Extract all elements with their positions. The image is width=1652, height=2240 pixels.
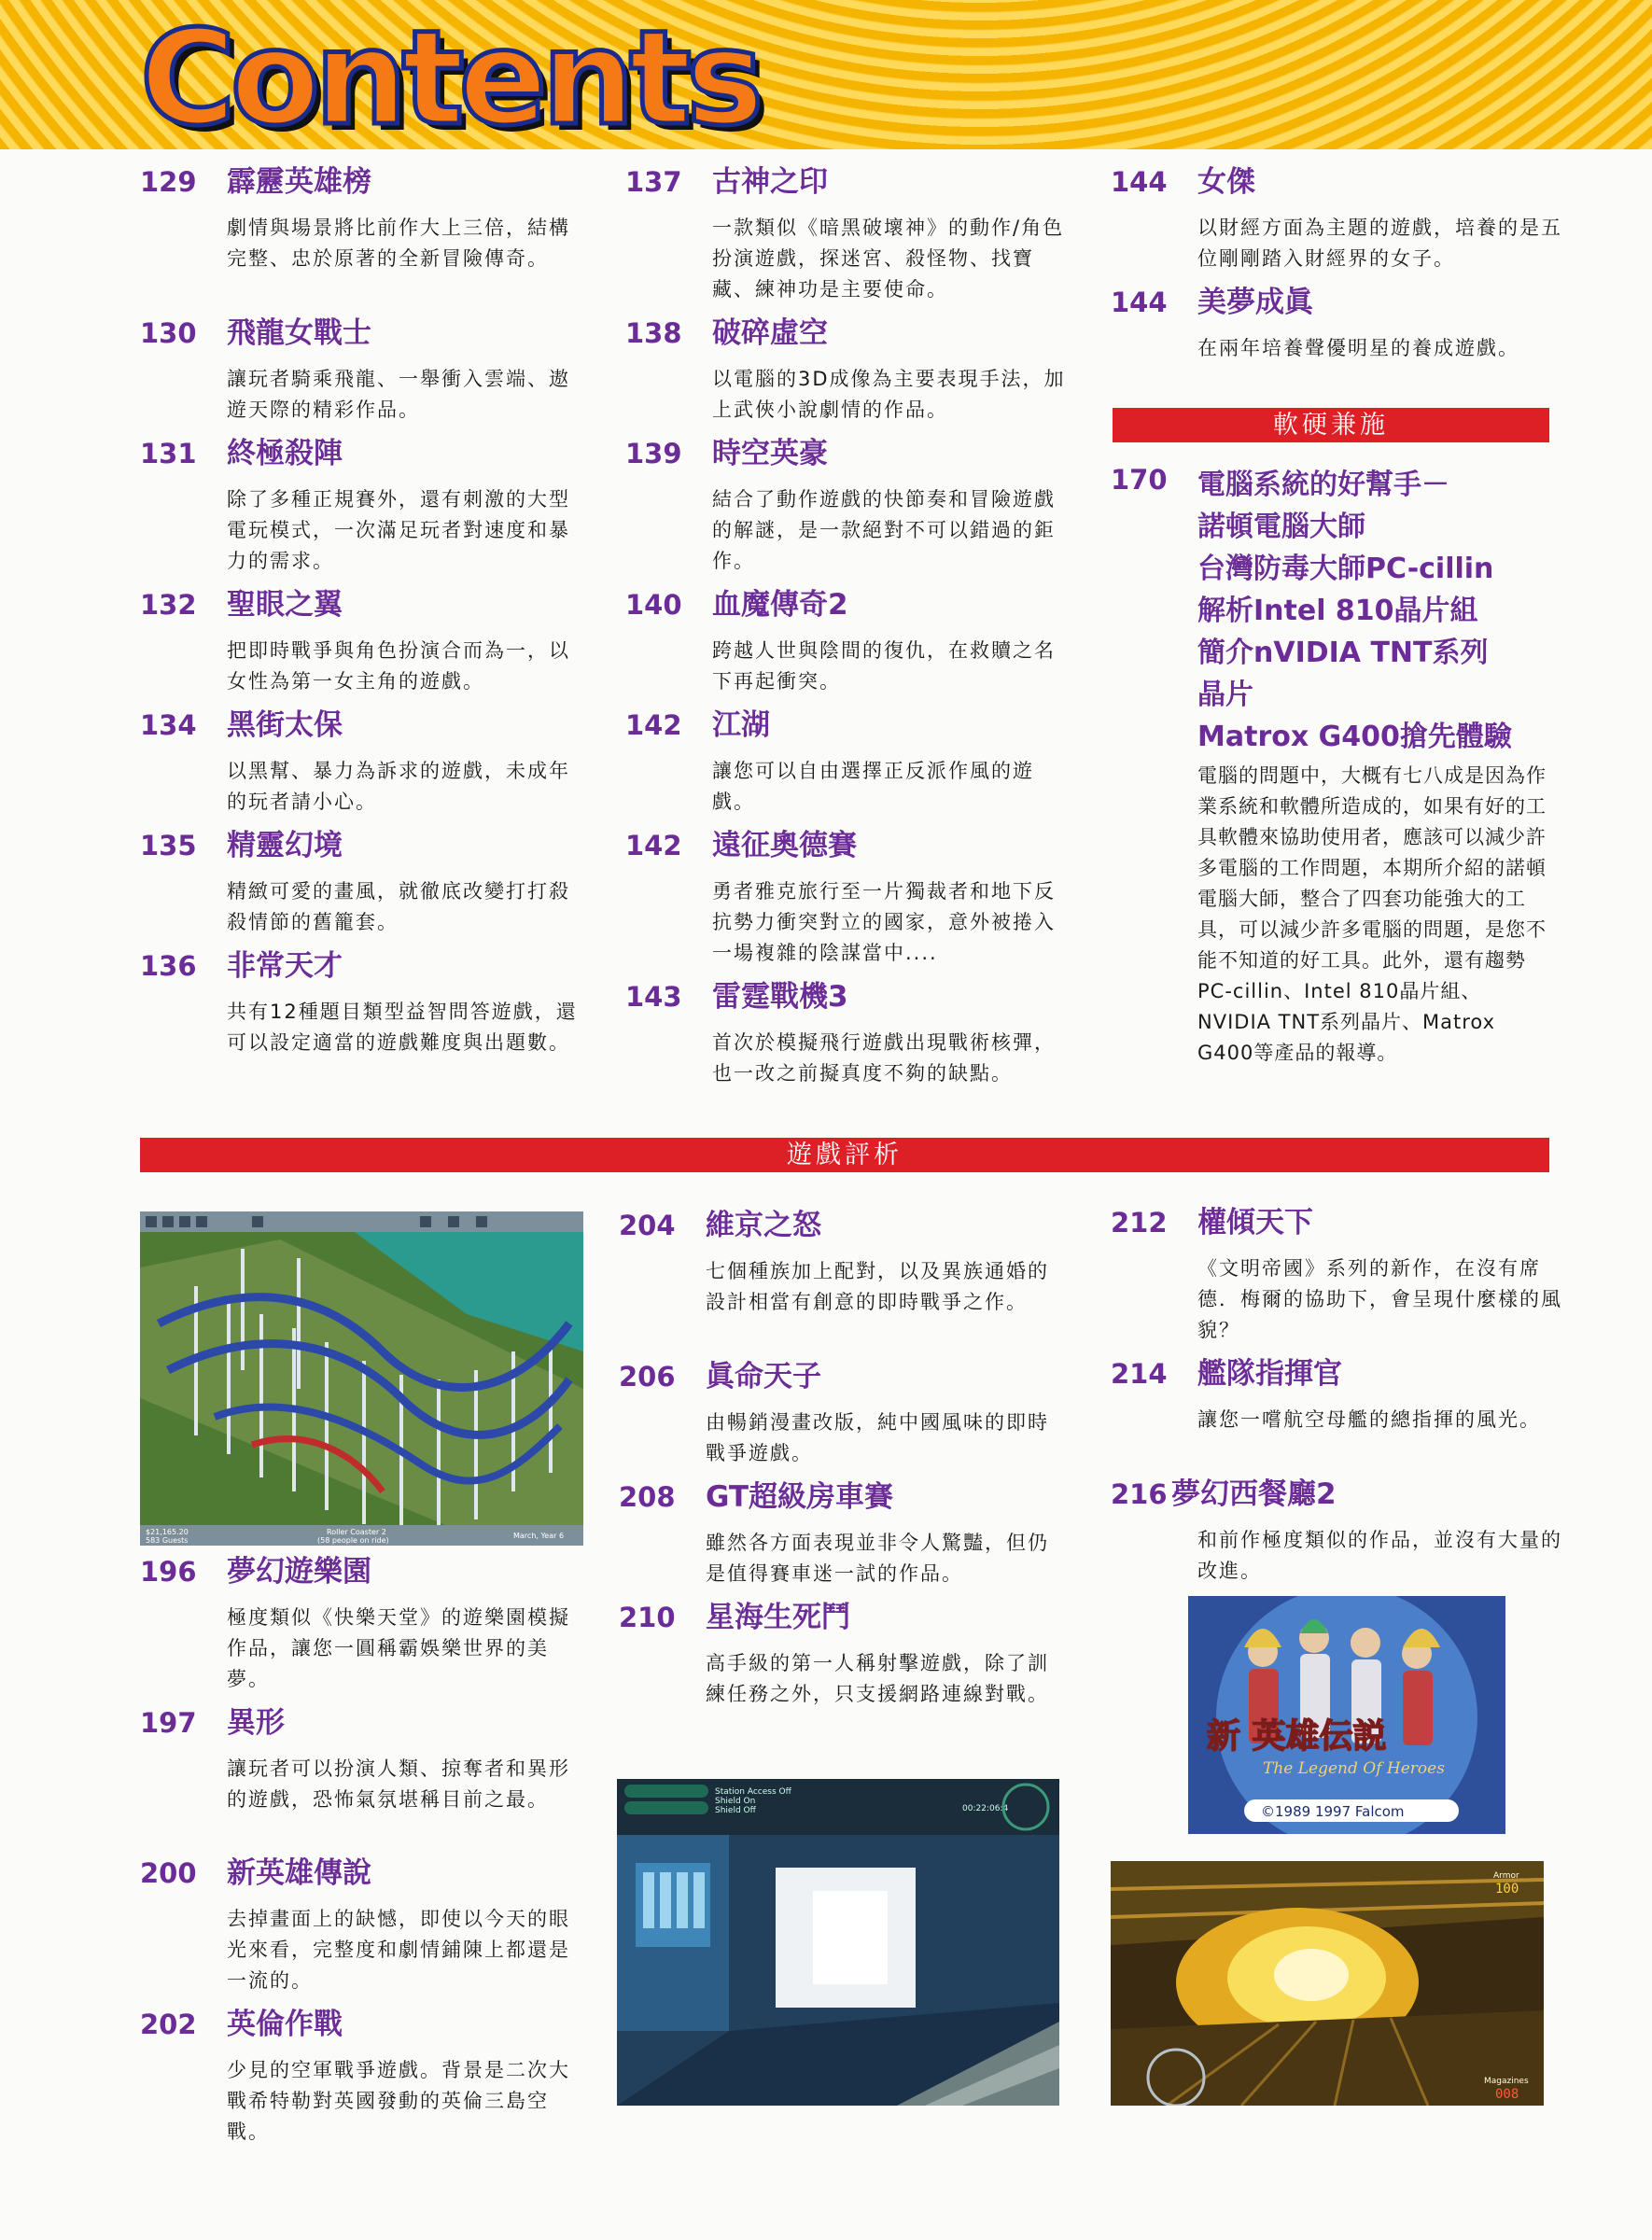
game-title: 聖眼之翼 xyxy=(227,588,343,622)
game-title: 雷霆戰機3 xyxy=(712,980,848,1014)
entry-description: 讓您可以自由選擇正反派作風的遊戲。 xyxy=(712,760,1034,813)
page-number: 135 xyxy=(140,830,197,861)
entry-description: 和前作極度類似的作品，並沒有大量的改進。 xyxy=(1197,1529,1562,1582)
page-number: 131 xyxy=(140,438,197,469)
game-title: 維京之怒 xyxy=(706,1209,821,1242)
hud-line: Shield Off xyxy=(715,1806,756,1815)
legend-of-heroes-artwork xyxy=(1188,1596,1505,1834)
hardware-titles xyxy=(1197,464,1512,758)
page-number: 206 xyxy=(619,1361,676,1393)
entry-description: 跨越人世與陰間的復仇，在救贖之名下再起衝突。 xyxy=(712,639,1056,693)
hud-time: 00:22:06:4 xyxy=(962,1804,1009,1813)
armor-value: 100 xyxy=(1495,1882,1519,1897)
page-number: 137 xyxy=(625,166,682,198)
game-title: 非常天才 xyxy=(227,949,343,983)
page-number: 196 xyxy=(140,1556,197,1588)
entry-description: 去掉畫面上的缺憾，即使以今天的眼光來看，完整度和劇情鋪陳上都還是一流的。 xyxy=(227,1908,570,1992)
entry-description: 讓玩者騎乘飛龍、一舉衝入雲端、遨遊天際的精彩作品。 xyxy=(227,368,570,421)
page-number: 144 xyxy=(1111,166,1168,198)
entry-description: 劇情與場景將比前作大上三倍，結構完整、忠於原著的全新冒險傳奇。 xyxy=(227,217,570,270)
game-title: 夢幻遊樂園 xyxy=(227,1555,371,1589)
coaster-date: March, Year 6 xyxy=(513,1532,565,1540)
page-number: 214 xyxy=(1111,1358,1168,1390)
hardware-title: 簡介nVIDIA TNT系列 xyxy=(1197,637,1489,669)
entry-description: 電腦的問題中，大概有七八成是因為作業系統和軟體所造成的，如果有好的工具軟體來協助使用者，應該可以減少許多電腦的工作問題，本期所介紹的諾頓電腦大師，整合了四套功能強大的工具，可以減少許多電腦的問題，是您不能不知道的好工具。此外，還有趨勢PC-cillin、Intel 810晶片組、NVIDIA TNT系列晶片、Matrox G400等產品的報導。 xyxy=(1197,764,1547,1064)
page-number: 212 xyxy=(1111,1207,1168,1239)
hardware-title: Matrox G400搶先體驗 xyxy=(1197,721,1512,753)
entry-description: 讓您一嚐航空母艦的總指揮的風光。 xyxy=(1197,1408,1541,1431)
coaster-caption: Roller Coaster 2 xyxy=(327,1528,386,1536)
section-header-hardware: 軟硬兼施 xyxy=(1113,408,1549,442)
ammo-value: 008 xyxy=(1495,2087,1519,2102)
hardware-title: 電腦系統的好幫手－ xyxy=(1197,469,1449,501)
page-number: 197 xyxy=(140,1707,197,1739)
page-number: 129 xyxy=(140,166,197,198)
game-title: 精靈幻境 xyxy=(227,829,343,862)
page-number: 144 xyxy=(1111,287,1168,318)
page-number: 202 xyxy=(140,2009,197,2040)
game-title: 權傾天下 xyxy=(1197,1206,1313,1239)
entry-description: 共有12種題目類型益智問答遊戲，還可以設定適當的遊戲難度與出題數。 xyxy=(227,1001,578,1054)
game-title: 霹靂英雄榜 xyxy=(227,165,371,199)
page-number: 136 xyxy=(140,950,197,982)
entry-description: 精緻可愛的畫風，就徹底改變打打殺殺情節的舊籠套。 xyxy=(227,880,570,933)
page-number: 208 xyxy=(619,1481,676,1513)
ammo-label: Magazines xyxy=(1484,2077,1529,2086)
page-number: 143 xyxy=(625,981,682,1013)
game-title: 江湖 xyxy=(712,708,770,742)
page-number: 140 xyxy=(625,589,682,621)
entry-description: 首次於模擬飛行遊戲出現戰術核彈，也一改之前擬真度不夠的缺點。 xyxy=(712,1031,1056,1085)
entry-description: 以電腦的3D成像為主要表現手法，加上武俠小說劇情的作品。 xyxy=(712,368,1066,421)
game-title: GT超級房車賽 xyxy=(706,1480,894,1514)
header-banner xyxy=(0,0,1652,149)
entry-description: 雖然各方面表現並非令人驚豔，但仍是值得賽車迷一試的作品。 xyxy=(706,1532,1049,1585)
page-number: 134 xyxy=(140,709,197,741)
game-title: 眞命天子 xyxy=(706,1360,821,1393)
entry-description: 在兩年培養聲優明星的養成遊戲。 xyxy=(1197,337,1519,359)
legend-title: 新 英雄伝説 xyxy=(1207,1716,1387,1756)
game-title: 英倫作戰 xyxy=(227,2008,343,2041)
entry-description: 讓玩者可以扮演人類、掠奪者和異形的遊戲，恐怖氣氛堪稱目前之最。 xyxy=(227,1757,570,1811)
legend-copyright: ©1989 1997 Falcom xyxy=(1261,1803,1405,1820)
entry-description: 以黑幫、暴力為訴求的遊戲，未成年的玩者請小心。 xyxy=(227,760,570,813)
game-title: 終極殺陣 xyxy=(227,437,343,470)
page-number: 138 xyxy=(625,317,682,349)
game-title: 血魔傳奇2 xyxy=(712,588,848,622)
coaster-sub: (58 people on ride) xyxy=(317,1536,389,1545)
page-number: 142 xyxy=(625,709,682,741)
game-title: 美夢成眞 xyxy=(1197,286,1313,319)
page-number: 130 xyxy=(140,317,197,349)
page-number: 170 xyxy=(1111,464,1168,496)
page-number: 139 xyxy=(625,438,682,469)
hardware-title: 諾頓電腦大師 xyxy=(1197,511,1365,543)
entry-description: 極度類似《快樂天堂》的遊樂園模擬作品，讓您一圓稱霸娛樂世界的美夢。 xyxy=(227,1606,570,1690)
page-title: Contents xyxy=(140,3,759,149)
section-header-reviews: 遊戲評析 xyxy=(140,1138,1549,1172)
game-title: 星海生死鬥 xyxy=(706,1601,850,1634)
game-title: 破碎虛空 xyxy=(712,316,828,350)
hud-line: Station Access Off xyxy=(715,1787,791,1797)
game-title: 古神之印 xyxy=(712,165,828,199)
entry-description: 七個種族加上配對，以及異族通婚的設計相當有創意的即時戰爭之作。 xyxy=(706,1260,1049,1313)
entry-description: 由暢銷漫畫改版，純中國風味的即時戰爭遊戲。 xyxy=(706,1411,1049,1464)
game-title: 時空英豪 xyxy=(712,437,828,470)
game-title: 遠征奧德賽 xyxy=(712,829,857,862)
page-number: 142 xyxy=(625,830,682,861)
game-title: 女傑 xyxy=(1197,165,1255,199)
entry-description: 勇者雅克旅行至一片獨裁者和地下反抗勢力衝突對立的國家，意外被捲入一場複雜的陰謀當中.... xyxy=(712,880,1056,964)
page-number: 210 xyxy=(619,1602,676,1633)
entry-description: 以財經方面為主題的遊戲，培養的是五位剛剛踏入財經界的女子。 xyxy=(1197,217,1562,270)
page-number: 204 xyxy=(619,1210,676,1241)
hardware-title: 晶片 xyxy=(1197,679,1253,711)
entry-description: 《文明帝國》系列的新作，在沒有席德．梅爾的協助下，會呈現什麼樣的風貌？ xyxy=(1197,1257,1562,1341)
entry-description: 少見的空軍戰爭遊戲。背景是二次大戰希特勒對英國發動的英倫三島空戰。 xyxy=(227,2059,570,2143)
entry-description: 高手級的第一人稱射擊遊戲，除了訓練任務之外，只支援網路連線對戰。 xyxy=(706,1652,1049,1705)
page-number: 200 xyxy=(140,1857,197,1889)
game-title: 新英雄傳說 xyxy=(227,1856,371,1890)
hardware-title: 台灣防毒大師PC-cillin xyxy=(1197,553,1494,585)
roller-coaster-screenshot xyxy=(140,1211,583,1546)
game-title: 夢幻西餐廳2 xyxy=(1171,1477,1337,1511)
game-title: 艦隊指揮官 xyxy=(1197,1357,1342,1391)
entry-description: 除了多種正規賽外，還有刺激的大型電玩模式，一次滿足玩者對速度和暴力的需求。 xyxy=(227,488,570,572)
entry-description: 一款類似《暗黑破壞神》的動作/角色扮演遊戲，探迷宮、殺怪物、找寶藏、練神功是主要使命。 xyxy=(712,217,1065,301)
page-number: 216 xyxy=(1111,1478,1168,1510)
legend-subtitle: The Legend Of Heroes xyxy=(1263,1759,1445,1778)
game-title: 飛龍女戰士 xyxy=(227,316,371,350)
armor-label: Armor xyxy=(1493,1871,1519,1881)
page-number: 132 xyxy=(140,589,197,621)
hud-line: Shield On xyxy=(715,1797,756,1806)
entry-description: 把即時戰爭與角色扮演合而為一，以女性為第一女主角的遊戲。 xyxy=(227,639,570,693)
hardware-title: 解析Intel 810晶片組 xyxy=(1197,595,1478,627)
game-title: 異形 xyxy=(227,1706,285,1740)
aliens-screenshot xyxy=(617,1779,1059,2106)
game-title: 黑街太保 xyxy=(227,708,343,742)
fps-explosion-screenshot xyxy=(1111,1861,1544,2106)
entry-description: 結合了動作遊戲的快節奏和冒險遊戲的解謎，是一款絕對不可以錯過的鉅作。 xyxy=(712,488,1056,572)
coaster-guests: 583 Guests xyxy=(146,1536,189,1545)
coaster-money: $21,165.20 xyxy=(146,1528,189,1536)
